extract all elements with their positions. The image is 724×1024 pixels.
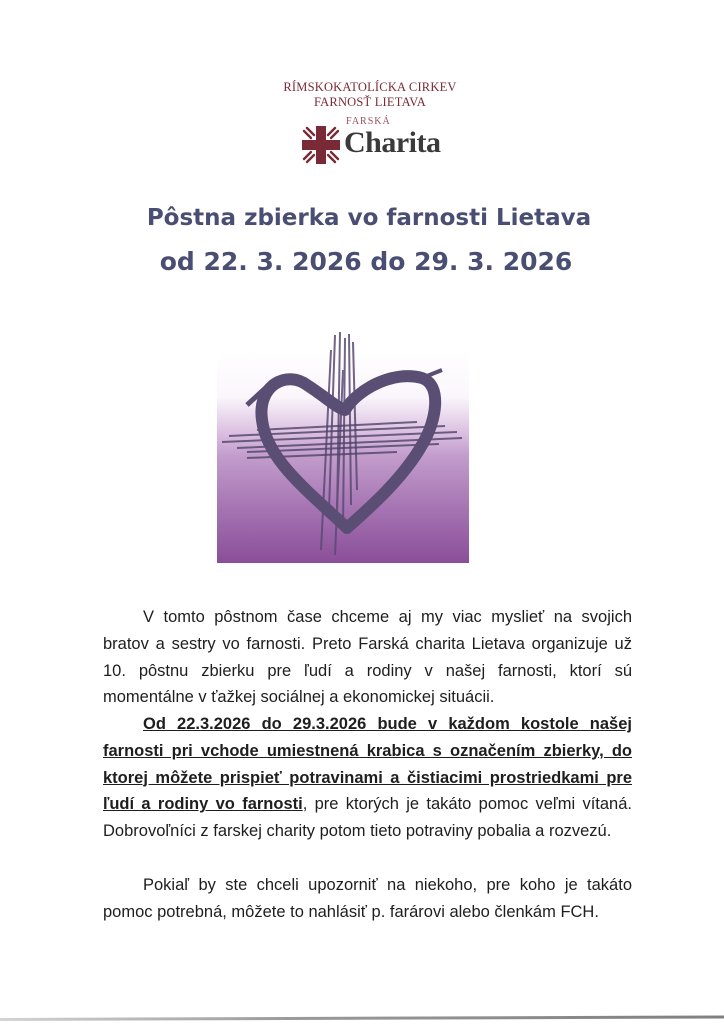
caritas-cross-icon	[300, 124, 342, 166]
collection-details-highlight: Od 22.3.2026 do 29.3.2026 bude v každom kostole našej farnosti pri vchode umiestnená krabica s označením zbierky, do ktorej môžete prispieť potravinami a čistiacimi prostriedkami pre ľudí a rodiny vo farnosti	[103, 715, 632, 814]
scan-edge-line	[0, 1015, 724, 1021]
charita-logo	[300, 114, 470, 166]
page-subtitle-dates: od 22. 3. 2026 do 29. 3. 2026	[159, 247, 573, 276]
logo-main-text: Charita	[344, 126, 441, 159]
logo-small-text: FARSKÁ	[346, 116, 391, 127]
collection-details-rest: , pre ktorých je takáto pomoc veľmi vítaná. Dobrovoľníci z farskej charity potom tieto potraviny pobalia a rozvezú.	[103, 795, 632, 841]
org-name-line2: FARNOSŤ LIETAVA	[313, 95, 427, 109]
paragraph-contact: Pokiaľ by ste chceli upozorniť na niekoho, pre koho je takáto pomoc potrebná, môžete to nahlásiť p. farárovi alebo členkám FCH.	[103, 876, 632, 921]
org-name-line1: RÍMSKOKATOLÍCKA CIRKEV	[283, 80, 457, 94]
page-title: Pôstna zbierka vo farnosti Lietava	[146, 205, 592, 231]
paragraph-intro: V tomto pôstnom čase chceme aj my viac myslieť na svojich bratov a sestry vo farnosti. Preto Farská charita Lietava organizuje už 10. pôstnu zbierku pre ľudí a rodiny v našej farnosti, ktorí sú momentálne v ťažkej sociálnej a ekonomickej situácii.	[103, 608, 632, 707]
heart-cross-illustration	[217, 330, 469, 563]
paragraph-collection-info	[103, 711, 632, 845]
